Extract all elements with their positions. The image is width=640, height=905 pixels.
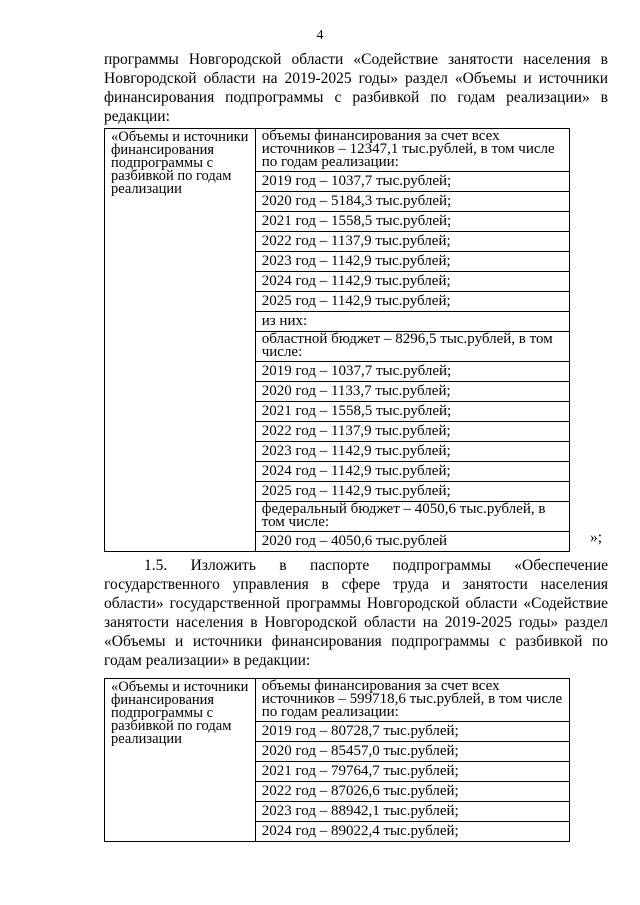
table1-row: 2020 год – 1133,7 тыс.рублей; — [256, 382, 569, 402]
table1-row: 2021 год – 1558,5 тыс.рублей; — [256, 212, 569, 232]
table1-row: областной бюджет – 8296,5 тыс.рублей, в том числе: — [256, 332, 569, 362]
table2-row: 2020 год – 85457,0 тыс.рублей; — [256, 742, 569, 762]
financing-table-1 — [104, 128, 570, 552]
table1-row: 2022 год – 1137,9 тыс.рублей; — [256, 232, 569, 252]
table2-label: «Объемы и источники финансирования подпрограммы с разбивкой по годам реализации — [105, 679, 256, 842]
financing-table-2 — [104, 678, 570, 842]
table1-row: 2025 год – 1142,9 тыс.рублей; — [256, 482, 569, 502]
table1-row: 2025 год – 1142,9 тыс.рублей; — [256, 292, 569, 312]
table1-values — [255, 129, 569, 552]
table2-values — [255, 679, 569, 842]
table1-closing-mark: »; — [590, 529, 603, 546]
table2-row: объемы финансирования за счет всех источников – 599718,6 тыс.рублей, в том числе по годам реализации: — [256, 679, 569, 722]
table2-row: 2024 год – 89022,4 тыс.рублей; — [261, 823, 459, 839]
table1-row: объемы финансирования за счет всех источников – 12347,1 тыс.рублей, в том числе по годам реализации: — [256, 129, 569, 172]
table1-row: 2019 год – 1037,7 тыс.рублей; — [256, 172, 569, 192]
table1-row: 2024 год – 1142,9 тыс.рублей; — [256, 462, 569, 482]
table1-row: 2023 год – 1142,9 тыс.рублей; — [256, 252, 569, 272]
intro-paragraph: программы Новгородской области «Содействие занятости населения в Новгородской области на 2019-2025 годы» раздел «Объемы и источники финансирования подпрограммы с разбивкой по годам реализации» в редакции: — [104, 51, 608, 125]
table2-row: 2021 год – 79764,7 тыс.рублей; — [256, 762, 569, 782]
page-number: 4 — [316, 28, 324, 43]
table1-row: 2022 год – 1137,9 тыс.рублей; — [256, 422, 569, 442]
item-1-5-paragraph: 1.5. Изложить в паспорте подпрограммы «Обеспечение государственного управления в сфере труда и занятости населения области» государственной программы Новгородской области «Содействие занятости населения в Новгородской области на 2019-2025 годы» раздел «Объемы и источники финансирования подпрограммы с разбивкой по годам реализации» в редакции: — [104, 557, 608, 669]
table1-row: из них: — [256, 312, 569, 332]
table2-row: 2022 год – 87026,6 тыс.рублей; — [256, 782, 569, 802]
table1-row: 2023 год – 1142,9 тыс.рублей; — [256, 442, 569, 462]
table2-row: 2023 год – 88942,1 тыс.рублей; — [256, 802, 569, 822]
table1-row: 2019 год – 1037,7 тыс.рублей; — [256, 362, 569, 382]
table2-row: 2019 год – 80728,7 тыс.рублей; — [256, 722, 569, 742]
table1-row: 2020 год – 4050,6 тыс.рублей — [261, 533, 448, 549]
table1-row: 2024 год – 1142,9 тыс.рублей; — [256, 272, 569, 292]
table1-row: 2021 год – 1558,5 тыс.рублей; — [256, 402, 569, 422]
table1-row: федеральный бюджет – 4050,6 тыс.рублей, в том числе: — [256, 502, 569, 532]
table1-row: 2020 год – 5184,3 тыс.рублей; — [256, 192, 569, 212]
table1-label: «Объемы и источники финансирования подпрограммы с разбивкой по годам реализации — [105, 129, 256, 552]
